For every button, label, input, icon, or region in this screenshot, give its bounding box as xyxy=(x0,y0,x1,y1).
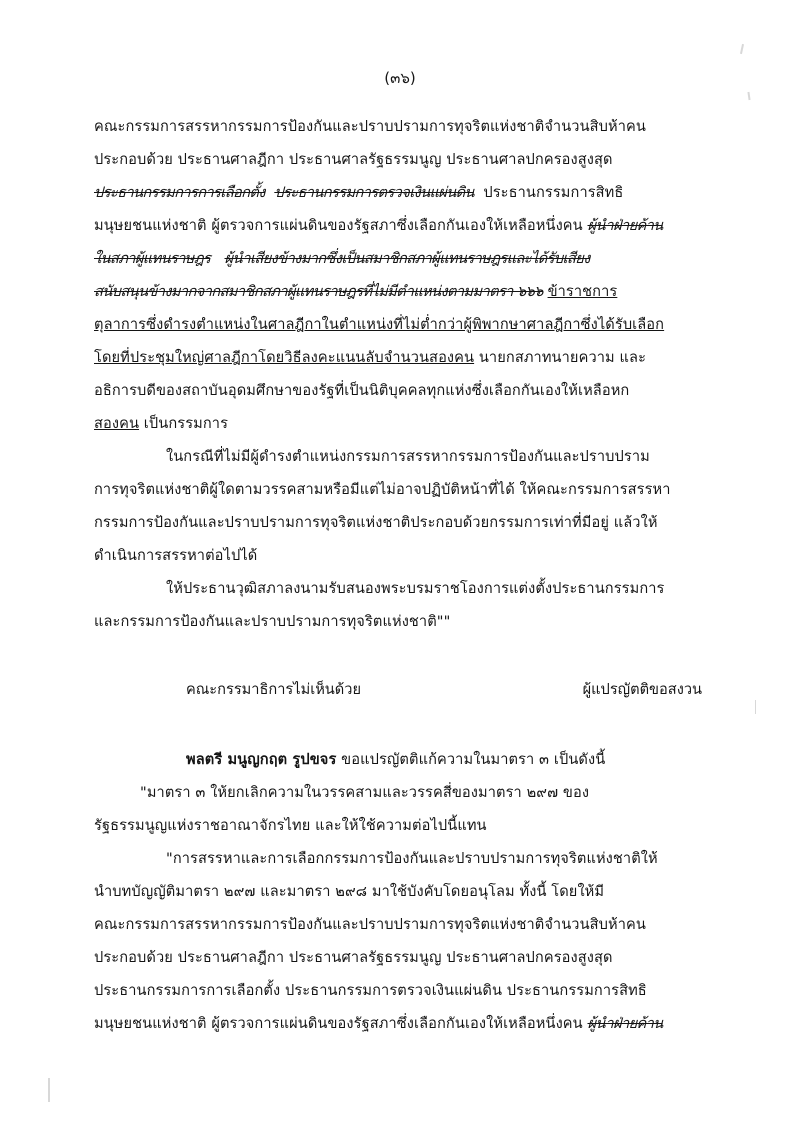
line xyxy=(94,209,706,242)
line: คณะกรรมการสรรหากรรมการป้องกันและปราบปรามการทุจริตแห่งชาติจำนวนสิบห้าคน xyxy=(94,118,646,135)
line: คณะกรรมการสรรหากรรมการป้องกันและปราบปรามการทุจริตแห่งชาติจำนวนสิบห้าคน xyxy=(94,916,646,933)
underlined-text: โดยที่ประชุมใหญ่ศาลฎีกาโดยวิธีลงคะแนนลับจำนวนสองคน xyxy=(94,349,475,366)
signature-row xyxy=(94,678,706,701)
scan-artifact xyxy=(747,92,750,100)
struck-text: ประธานกรรมการตรวจเงินแผ่นดิน xyxy=(274,184,474,201)
struck-text: ผู้นำเสียงข้างมากซึ่งเป็นสมาชิกสภาผู้แทนราษฎรและได้รับเสียง xyxy=(224,250,590,267)
line: ดำเนินการสรรหาต่อไปได้ xyxy=(94,547,258,564)
line xyxy=(94,341,706,374)
underlined-text: ตุลาการซึ่งดำรงตำแหน่งในศาลฎีกาในตำแหน่งที่ไม่ต่ำกว่าผู้พิพากษาศาลฎีกาซึ่งได้รับเลือก xyxy=(94,316,665,333)
proposer-statement: ขอแปรญัตติแก้ความในมาตรา ๓ เป็นดังนี้ xyxy=(341,751,606,768)
quoted-paragraph-1 xyxy=(94,776,706,842)
proposer-name: พลตรี มนูญกฤต รูปขจร xyxy=(186,751,337,768)
text: มนุษยชนแห่งชาติ ผู้ตรวจการแผ่นดินของรัฐสภาซึ่งเลือกกันเองให้เหลือหนึ่งคน xyxy=(94,1015,583,1032)
text: ประธานกรรมการสิทธิ xyxy=(483,184,624,201)
line xyxy=(94,1007,706,1040)
quoted-paragraph-2 xyxy=(94,842,706,1040)
underlined-text: ข้าราชการ xyxy=(547,283,618,300)
scan-artifact xyxy=(740,44,744,54)
document-body-lower xyxy=(94,743,706,1040)
line: ให้ประธานวุฒิสภาลงนามรับสนองพระบรมราชโองการแต่งตั้งประธานกรรมการ xyxy=(166,580,665,597)
scan-artifact xyxy=(755,700,756,714)
line: และกรรมการป้องกันและปราบปรามการทุจริตแห่งชาติ"" xyxy=(94,613,451,630)
struck-text: สนับสนุนข้างมากจากสมาชิกสภาผู้แทนราษฎรที่ไม่มีตำแหน่งตามมาตรา ๖๖๖ xyxy=(94,283,543,300)
line: การทุจริตแห่งชาติผู้ใดตามวรรคสามหรือมีแต่ไม่อาจปฏิบัติหน้าที่ได้ ให้คณะกรรมการสรรหา xyxy=(94,481,671,498)
underlined-text: สองคน xyxy=(94,415,140,432)
line: ประกอบด้วย ประธานศาลฎีกา ประธานศาลรัฐธรรมนูญ ประธานศาลปกครองสูงสุด xyxy=(94,949,613,966)
text: นายกสภาทนายความ xyxy=(478,349,615,366)
struck-text: ผู้นำฝ่ายค้าน xyxy=(587,1015,663,1032)
struck-text: ประธานกรรมการการเลือกตั้ง xyxy=(94,184,265,201)
struck-text: ในสภาผู้แทนราษฎร xyxy=(94,250,211,267)
line xyxy=(94,275,706,308)
line: "มาตรา ๓ ให้ยกเลิกความในวรรคสามและวรรคสี่ของมาตรา ๒๙๗ ของ xyxy=(140,784,590,801)
paragraph-1 xyxy=(94,110,706,440)
amendment-reserver-label: ผู้แปรญัตติขอสงวน xyxy=(582,681,702,698)
line: ในกรณีที่ไม่มีผู้ดำรงตำแหน่งกรรมการสรรหากรรมการป้องกันและปราบปราม xyxy=(166,448,650,465)
line: อธิการบดีของสถาบันอุดมศึกษาของรัฐที่เป็นนิติบุคคลทุกแห่งซึ่งเลือกกันเองให้เหลือหก xyxy=(94,382,630,399)
line: "การสรรหาและการเลือกกรรมการป้องกันและปราบปรามการทุจริตแห่งชาติให้ xyxy=(166,850,658,867)
proposer-line xyxy=(94,743,706,776)
line: ประธานกรรมการการเลือกตั้ง ประธานกรรมการตรวจเงินแผ่นดิน ประธานกรรมการสิทธิ xyxy=(94,982,647,999)
line xyxy=(94,407,706,440)
page-number: (๓๖) xyxy=(384,69,416,87)
line: รัฐธรรมนูญแห่งราชอาณาจักรไทย และให้ใช้ความต่อไปนี้แทน xyxy=(94,817,487,834)
line: กรรมการป้องกันและปราบปรามการทุจริตแห่งชาติประกอบด้วยกรรมการเท่าที่มีอยู่ แล้วให้ xyxy=(94,514,658,531)
line: ประกอบด้วย ประธานศาลฎีกา ประธานศาลรัฐธรรมนูญ ประธานศาลปกครองสูงสุด xyxy=(94,151,613,168)
text: เป็นกรรมการ xyxy=(143,415,229,432)
text: มนุษยชนแห่งชาติ ผู้ตรวจการแผ่นดินของรัฐสภาซึ่งเลือกกันเองให้เหลือหนึ่งคน xyxy=(94,217,583,234)
text: และ xyxy=(619,349,647,366)
line xyxy=(94,242,706,275)
line xyxy=(94,308,706,341)
committee-dissent-label: คณะกรรมาธิการไม่เห็นด้วย xyxy=(186,681,362,698)
scan-artifact xyxy=(48,1078,50,1102)
struck-text: ผู้นำฝ่ายค้าน xyxy=(587,217,663,234)
line xyxy=(94,176,706,209)
paragraph-3 xyxy=(94,572,706,638)
document-body xyxy=(94,110,706,638)
line: นำบทบัญญัติมาตรา ๒๙๗ และมาตรา ๒๙๘ มาใช้บังคับโดยอนุโลม ทั้งนี้ โดยให้มี xyxy=(94,883,605,900)
paragraph-2 xyxy=(94,440,706,572)
